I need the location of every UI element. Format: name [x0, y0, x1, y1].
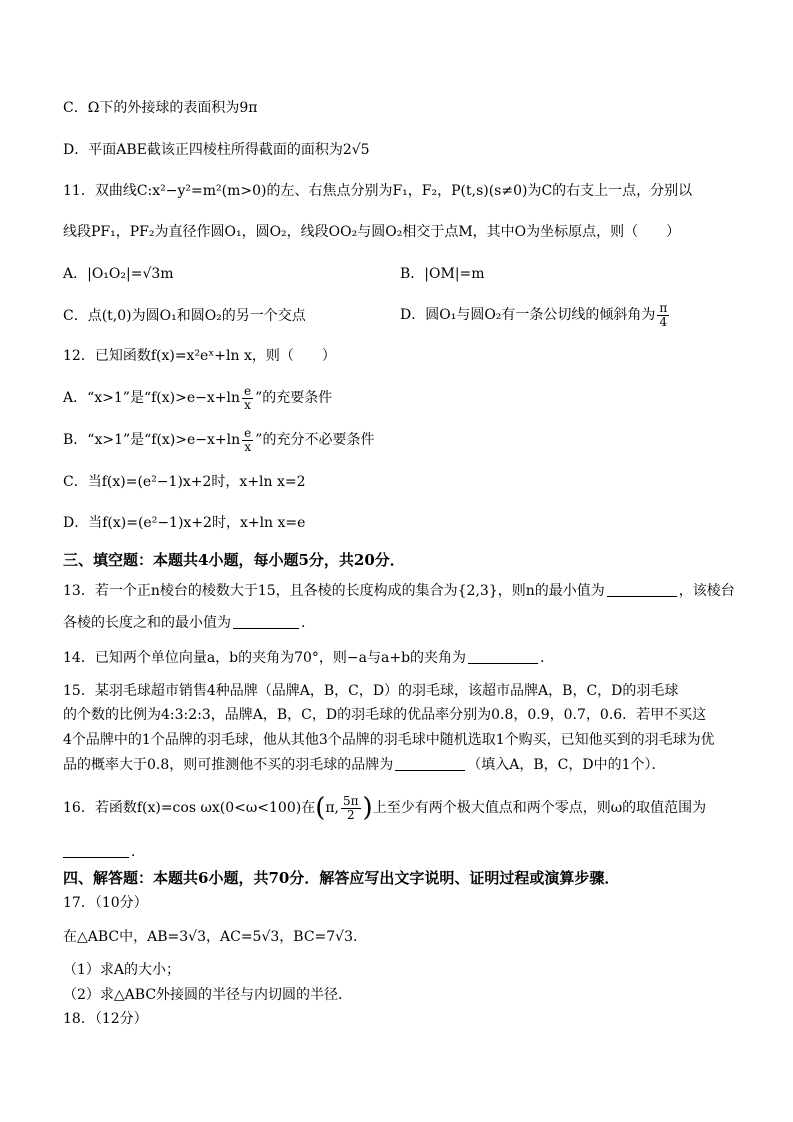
question-15-line2: 的个数的比例为4:3:2:3，品牌A，B，C，D的羽毛球的优品率分别为0.8，0.9，0.7，0.6．若甲不买这	[63, 707, 707, 723]
question-18-heading: 18．（12分）	[63, 1011, 148, 1027]
fraction-numerator: e	[244, 425, 252, 440]
paren-open: (	[315, 793, 326, 823]
fraction-denominator: x	[244, 439, 252, 454]
question-13-end: ．	[301, 615, 315, 631]
question-16-text: 16．若函数f(x)=cos ωx(0<ω<100)在	[63, 800, 316, 816]
option-a-q12-prefix: A．“x>1”是“f(x)>e−x+ln	[63, 390, 240, 406]
option-c-q11: C．点(t,0)为圆O₁和圆O₂的另一个交点	[63, 308, 306, 324]
question-13-text-2: 各棱的长度之和的最小值为	[63, 615, 231, 631]
answer-blank[interactable]	[233, 614, 299, 629]
question-15-text-tail: （填入A，B，C，D中的1个）．	[467, 757, 666, 773]
question-15-line3: 4个品牌中的1个品牌的羽毛球，他从其他3个品牌的羽毛球中随机选取1个购买，已知他买到的羽毛球为优	[63, 732, 715, 748]
option-a-q12	[63, 383, 332, 413]
question-17-text: 在△ABC中，AB=3√3，AC=5√3，BC=7√3．	[63, 929, 368, 945]
question-14	[63, 648, 554, 668]
section-3-heading: 三、填空题：本题共4小题，每小题5分，共20分．	[63, 551, 405, 569]
question-11-line1: 11．双曲线C:x²−y²=m²(m>0)的左、右焦点分别为F₁，F₂，P(t,s)(s≠0)为C的右支上一点，分别以	[63, 183, 693, 199]
section-4-heading: 四、解答题：本题共6小题，共70分．解答应写出文字说明、证明过程或演算步骤．	[63, 869, 620, 887]
question-16-line2	[63, 842, 145, 862]
option-a-q12-suffix: ”的充要条件	[255, 390, 333, 406]
fraction-5pi-over-2	[341, 795, 361, 822]
question-15-text: 品的概率大于0.8，则可推测他不买的羽毛球的品牌为	[63, 757, 394, 773]
fraction-e-over-x	[242, 385, 253, 412]
paren-close: )	[362, 793, 373, 823]
fraction-denominator: 2	[346, 807, 355, 822]
fraction-numerator: 5π	[343, 793, 359, 808]
option-c-q10: C．Ω下的外接球的表面积为9π	[63, 100, 258, 116]
question-11-line2: 线段PF₁，PF₂为直径作圆O₁，圆O₂，线段OO₂与圆O₂相交于点M，其中O为坐标原点，则（ ）	[63, 224, 681, 240]
answer-blank[interactable]	[63, 843, 129, 858]
question-17-heading: 17．（10分）	[63, 895, 148, 911]
question-12: 12．已知函数f(x)=x²eˣ+ln x，则（ ）	[63, 348, 336, 364]
option-d-q11-text: D．圆O₁与圆O₂有一条公切线的倾斜角为	[400, 307, 656, 323]
fraction-pi-over-4	[657, 302, 669, 329]
option-b-q12	[63, 425, 374, 455]
question-13-line1	[63, 581, 735, 601]
option-b-q12-suffix: ”的充分不必要条件	[255, 432, 375, 448]
question-17-part1: （1）求A的大小；	[63, 962, 181, 978]
interval-left: π,	[325, 800, 340, 816]
option-d-q12: D．当f(x)=(e²−1)x+2时，x+ln x=e	[63, 515, 306, 531]
question-13-text-tail: ，该棱台	[678, 583, 735, 599]
question-15-line4	[63, 755, 666, 775]
answer-blank[interactable]	[468, 649, 538, 664]
question-13-line2	[63, 613, 315, 633]
option-a-q11: A．|O₁O₂|=√3m	[63, 266, 174, 282]
question-15-line1: 15．某羽毛球超市销售4种品牌（品牌A，B，C，D）的羽毛球，该超市品牌A，B，C，D的羽毛球	[63, 683, 679, 699]
question-14-end: ．	[540, 650, 555, 666]
option-d-q10: D．平面ABE截该正四棱柱所得截面的面积为2√5	[63, 142, 370, 158]
question-17-part2: （2）求△ABC外接圆的半径与内切圆的半径．	[63, 987, 353, 1003]
option-b-q12-prefix: B．“x>1”是“f(x)>e−x+ln	[63, 432, 241, 448]
fraction-numerator: e	[243, 383, 252, 398]
question-13-text: 13．若一个正n棱台的棱数大于15，且各棱的长度构成的集合为{2,3}，则n的最小值为	[63, 583, 605, 599]
question-14-text: 14．已知两个单位向量a，b的夹角为70°，则−a与a+b的夹角为	[63, 650, 467, 666]
answer-blank[interactable]	[607, 582, 677, 597]
option-d-q11	[400, 300, 671, 330]
question-16-text-tail: 上至少有两个极大值点和两个零点，则ω的取值范围为	[372, 800, 707, 816]
answer-blank[interactable]	[395, 756, 465, 771]
option-b-q11: B．|OM|=m	[400, 266, 485, 282]
question-16-line1	[63, 788, 706, 828]
fraction-denominator: x	[244, 397, 251, 412]
fraction-numerator: π	[659, 300, 668, 315]
fraction-e-over-x	[242, 427, 253, 454]
question-16-end: ．	[131, 844, 145, 860]
fraction-denominator: 4	[659, 314, 668, 329]
option-c-q12: C．当f(x)=(e²−1)x+2时，x+ln x=2	[63, 474, 306, 490]
